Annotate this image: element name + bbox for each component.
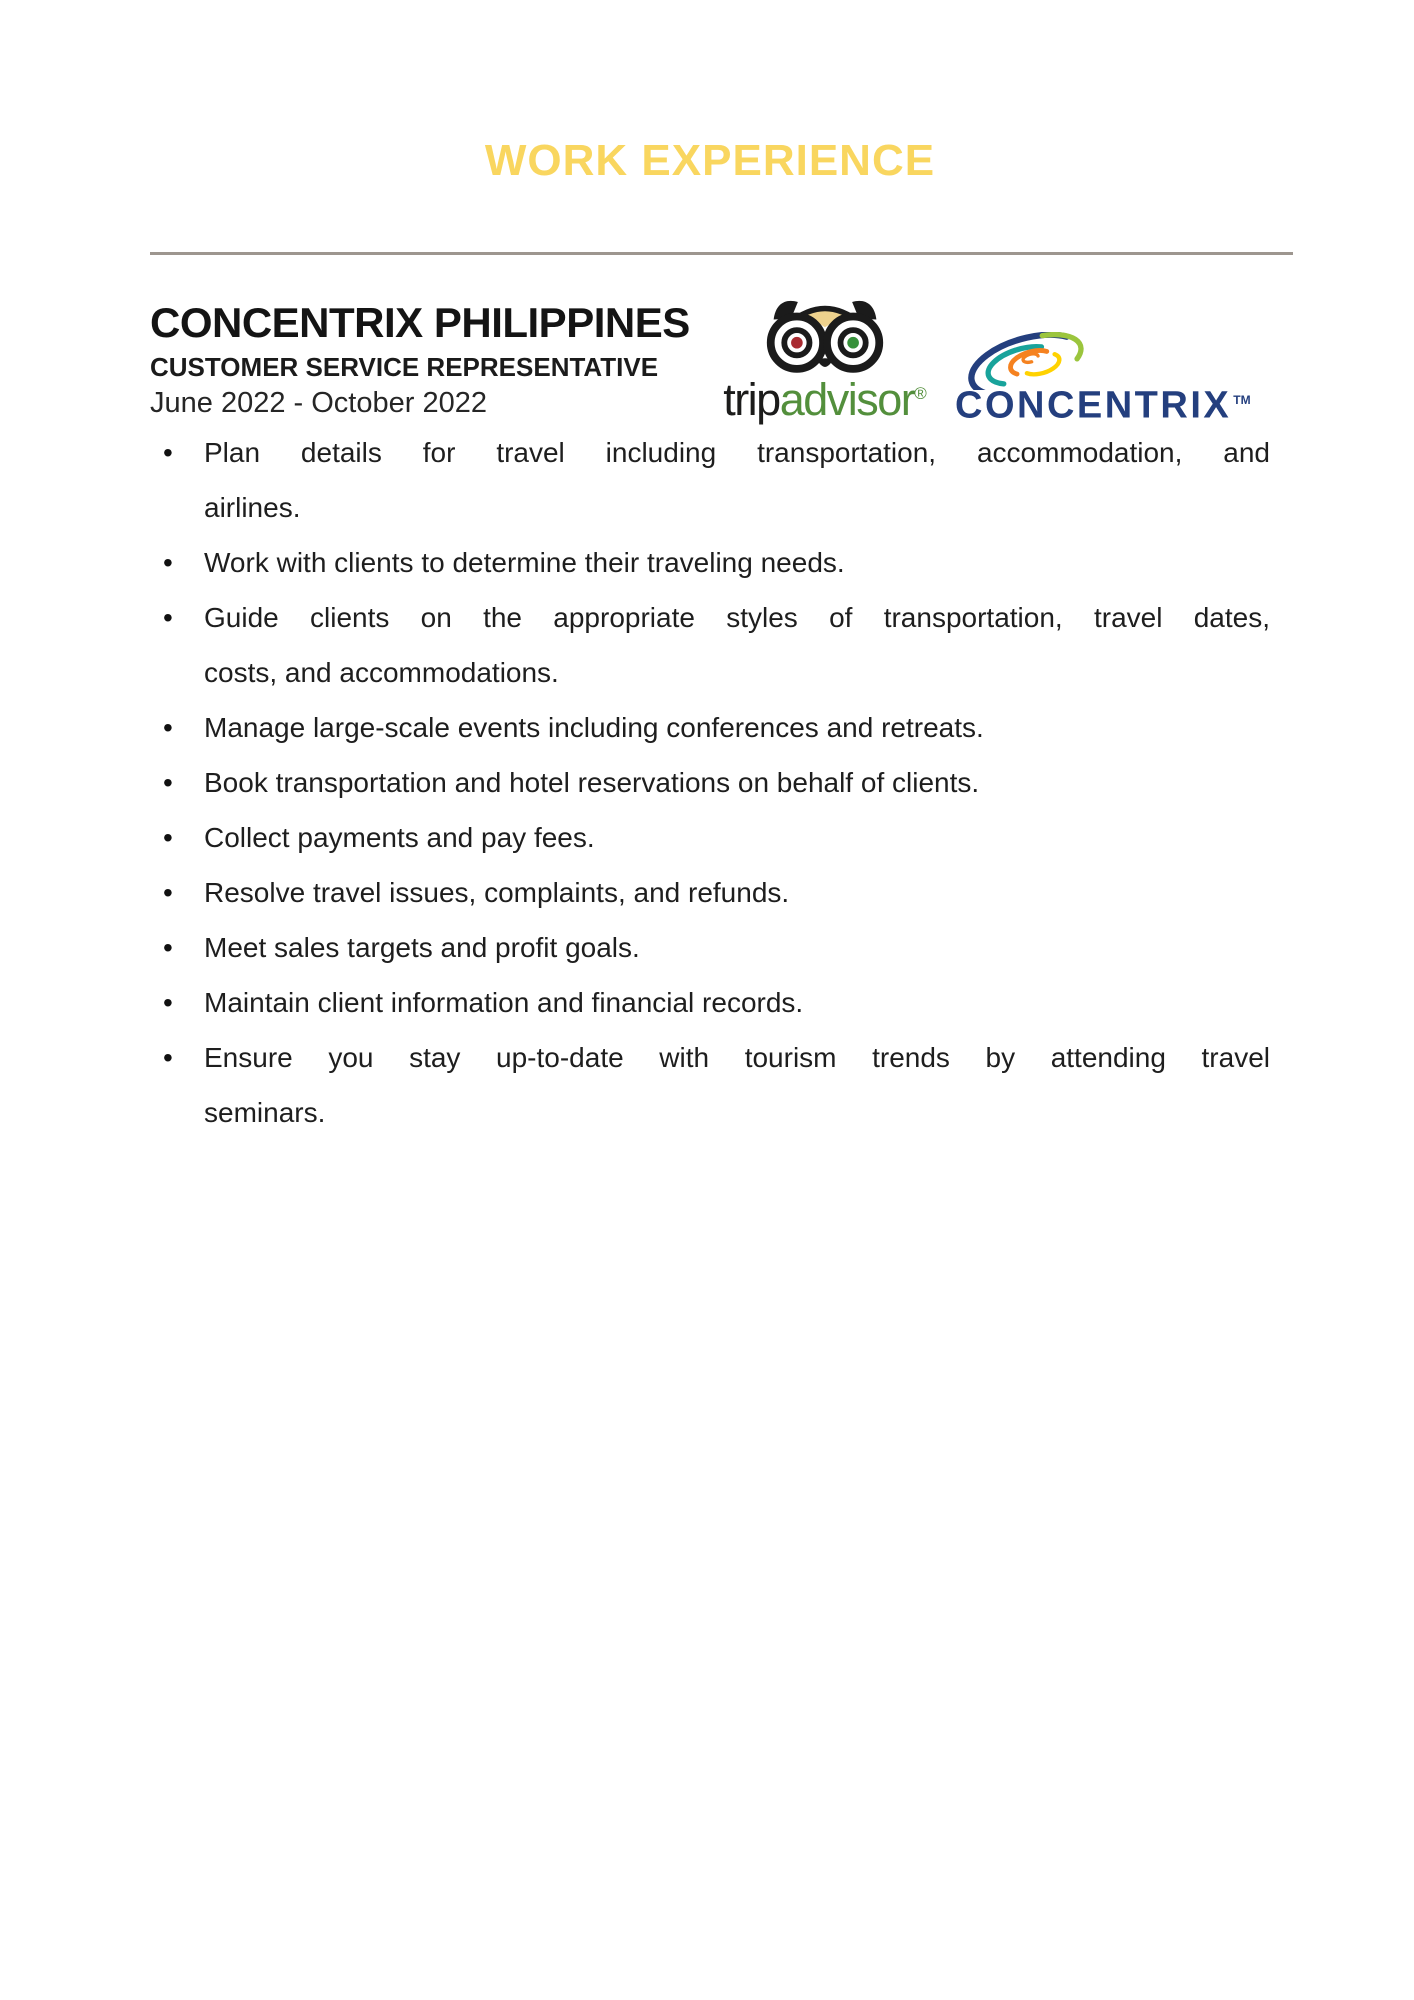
duty-list <box>150 425 1270 1140</box>
bullet-marker: • <box>163 1042 173 1073</box>
bullet-line: Guide clients on the appropriate styles of transportation, travel dates, <box>204 602 1270 633</box>
section-divider <box>150 252 1293 255</box>
list-item-text <box>204 535 1270 590</box>
bullet-marker: • <box>163 987 173 1018</box>
list-item-text <box>204 1030 1270 1140</box>
bullet-line: Resolve travel issues, complaints, and refunds. <box>204 877 790 908</box>
page-title: WORK EXPERIENCE <box>484 136 936 185</box>
list-item <box>150 755 1270 810</box>
bullet-marker: • <box>163 822 173 853</box>
list-item <box>150 1030 1270 1140</box>
tripadvisor-wordmark-trip: trip <box>723 374 780 425</box>
company-name: CONCENTRIX PHILIPPINES <box>150 299 690 346</box>
bullet-line: airlines. <box>204 492 301 523</box>
bullet-marker: • <box>163 602 173 633</box>
list-item <box>150 700 1270 755</box>
list-item <box>150 425 1270 535</box>
list-item <box>150 810 1270 865</box>
list-item-text <box>204 810 1270 865</box>
bullet-marker: • <box>163 932 173 963</box>
bullet-line: Collect payments and pay fees. <box>204 822 595 853</box>
bullet-line: seminars. <box>204 1097 326 1128</box>
list-item-text <box>204 590 1270 700</box>
bullet-line: Ensure you stay up-to-date with tourism trends by attending travel <box>204 1042 1270 1073</box>
concentrix-wordmark-text: CONCENTRIX <box>955 384 1232 427</box>
job-title: CUSTOMER SERVICE REPRESENTATIVE <box>150 352 659 382</box>
list-item <box>150 975 1270 1030</box>
bullet-marker: • <box>163 712 173 743</box>
bullet-marker: • <box>163 437 173 468</box>
list-item <box>150 590 1270 700</box>
bullet-line: Plan details for travel including transportation, accommodation, and <box>204 437 1270 468</box>
concentrix-wordmark <box>955 382 1295 427</box>
tripadvisor-logo <box>700 292 950 423</box>
tripadvisor-owl-icon <box>762 292 888 376</box>
list-item <box>150 535 1270 590</box>
list-item-text <box>204 755 1270 810</box>
list-item-text <box>204 700 1270 755</box>
experience-heading <box>150 299 710 420</box>
list-item-text <box>204 920 1270 975</box>
employment-dates: June 2022 - October 2022 <box>150 387 487 419</box>
tripadvisor-wordmark-advisor: advisor <box>779 374 915 425</box>
list-item-text <box>204 865 1270 920</box>
bullet-line: Work with clients to determine their traveling needs. <box>204 547 845 578</box>
bullet-line: Meet sales targets and profit goals. <box>204 932 640 963</box>
list-item <box>150 920 1270 975</box>
list-item-text <box>204 975 1270 1030</box>
trademark-symbol: TM <box>1233 393 1251 407</box>
bullet-line: Book transportation and hotel reservations on behalf of clients. <box>204 767 980 798</box>
list-item-text <box>204 425 1270 535</box>
concentrix-logo <box>955 332 1295 427</box>
bullet-line: costs, and accommodations. <box>204 657 559 688</box>
tripadvisor-wordmark <box>700 371 950 423</box>
registered-trademark-symbol: ® <box>914 384 927 403</box>
bullet-marker: • <box>163 767 173 798</box>
bullet-line: Manage large-scale events including conferences and retreats. <box>204 712 984 743</box>
list-item <box>150 865 1270 920</box>
bullet-line: Maintain client information and financial records. <box>204 987 804 1018</box>
bullet-marker: • <box>163 547 173 578</box>
bullet-marker: • <box>163 877 173 908</box>
